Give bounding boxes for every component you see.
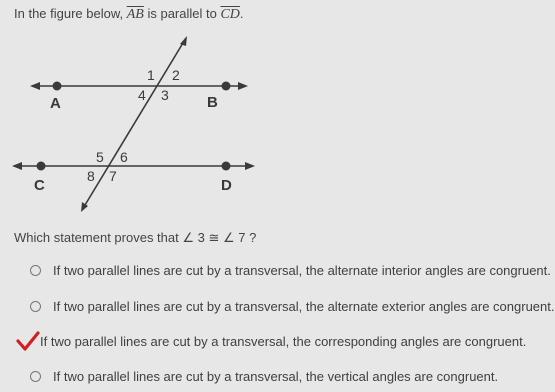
arrowhead-cd-left bbox=[12, 162, 22, 170]
answer-option-text: If two parallel lines are cut by a transversal, the corresponding angles are congruent. bbox=[40, 333, 527, 349]
radio-button-icon[interactable] bbox=[30, 265, 41, 276]
answer-option-3[interactable] bbox=[26, 330, 555, 352]
answer-option-4[interactable] bbox=[26, 365, 555, 387]
answer-option-2[interactable] bbox=[26, 295, 555, 317]
angle-label-3: 3 bbox=[161, 87, 169, 103]
question-prompt bbox=[14, 6, 244, 23]
radio-button-icon[interactable] bbox=[30, 371, 41, 382]
transversal-line bbox=[82, 38, 186, 210]
answer-option-text: If two parallel lines are cut by a transversal, the alternate exterior angles are congruent. bbox=[53, 298, 555, 314]
answer-option-text: If two parallel lines are cut by a transversal, the vertical angles are congruent. bbox=[53, 368, 499, 384]
point-b-dot bbox=[222, 82, 231, 91]
point-label-d: D bbox=[221, 177, 232, 194]
question-text: Which statement proves that ∠ 3 ≅ ∠ 7 ? bbox=[14, 230, 257, 245]
point-label-b: B bbox=[207, 94, 218, 111]
angle-label-5: 5 bbox=[96, 149, 104, 165]
angle-label-4: 4 bbox=[138, 87, 146, 103]
angle-label-6: 6 bbox=[120, 149, 128, 165]
angle-label-7: 7 bbox=[109, 168, 117, 184]
arrowhead-transversal-bottom bbox=[81, 202, 88, 212]
point-d-dot bbox=[222, 162, 231, 171]
arrowhead-cd-right bbox=[245, 162, 255, 170]
angle-label-2: 2 bbox=[172, 67, 180, 83]
prompt-text-after: . bbox=[239, 6, 244, 21]
point-label-a: A bbox=[50, 95, 61, 112]
segment-ab: $\overline{AB}$ bbox=[126, 7, 144, 22]
radio-button-icon[interactable] bbox=[30, 301, 41, 312]
angle-label-8: 8 bbox=[87, 168, 95, 184]
answer-option-text: If two parallel lines are cut by a transversal, the alternate interior angles are congruent. bbox=[53, 262, 551, 278]
point-label-c: C bbox=[34, 177, 45, 194]
prompt-text-middle: is parallel to bbox=[143, 6, 221, 21]
answer-option-1[interactable] bbox=[26, 259, 555, 281]
angle-label-1: 1 bbox=[147, 67, 155, 83]
arrowhead-transversal-top bbox=[180, 36, 187, 46]
checkmark-icon[interactable] bbox=[16, 330, 40, 352]
arrowhead-ab-right bbox=[238, 82, 248, 90]
prompt-text-before: In the figure below, bbox=[14, 6, 127, 21]
parallel-lines-figure bbox=[0, 24, 300, 224]
segment-cd: $\overline{CD}$ bbox=[220, 7, 240, 22]
point-c-dot bbox=[37, 162, 46, 171]
arrowhead-ab-left bbox=[30, 82, 40, 90]
point-a-dot bbox=[53, 82, 62, 91]
